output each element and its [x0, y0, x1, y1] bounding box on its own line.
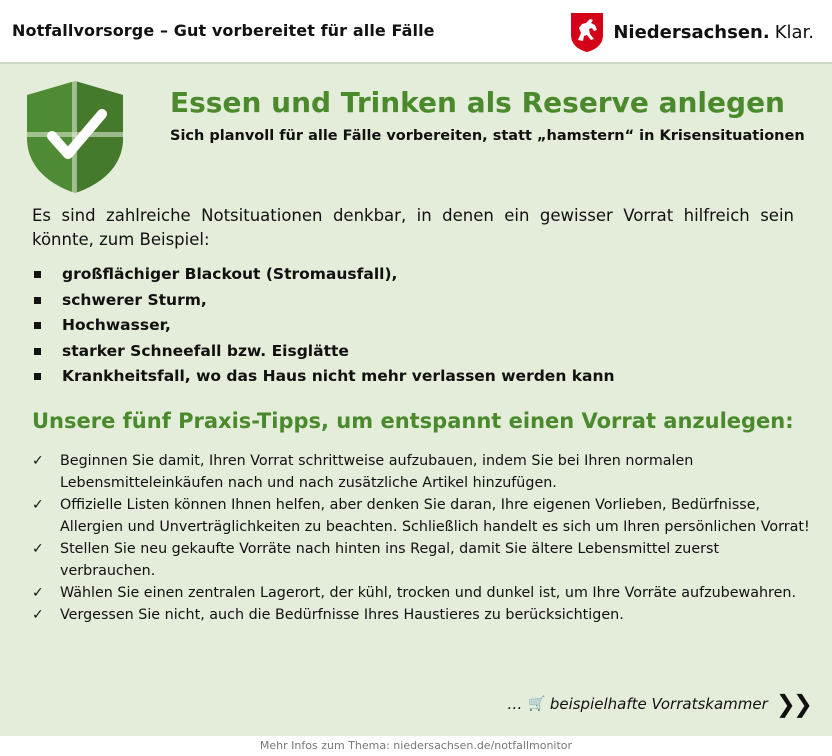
tip-text: Wählen Sie einen zentralen Lagerort, der kühl, trocken und dunkel ist, um Ihre Vorräte aufzubewahren. [60, 585, 797, 601]
page-title: Essen und Trinken als Reserve anlegen [170, 86, 785, 119]
check-icon: ✓ [32, 497, 44, 513]
tips-list [32, 450, 812, 626]
check-icon: ✓ [32, 607, 44, 623]
brand-claim: Klar. [774, 21, 814, 43]
footer-info: Mehr Infos zum Thema: niedersachsen.de/notfallmonitor [0, 737, 832, 756]
check-icon: ✓ [32, 453, 44, 469]
list-item: großflächiger Blackout (Stromausfall), [32, 262, 615, 288]
list-item: starker Schneefall bzw. Eisglätte [32, 339, 615, 365]
emergency-list [32, 262, 615, 390]
tip-item [32, 538, 812, 582]
tip-text: Stellen Sie neu gekaufte Vorräte nach hinten ins Regal, damit Sie ältere Lebensmittel zuerst verbrauchen. [60, 541, 720, 579]
lower-saxony-horse-icon [569, 11, 605, 53]
pantry-link-label: beispielhafte Vorratskammer [549, 695, 768, 713]
tip-text: Beginnen Sie damit, Ihren Vorrat schrittweise aufzubauen, indem Sie bei Ihren normalen Lebensmitteleinkäufen nach und nach zusätzliche Artikel hinzufügen. [60, 453, 694, 491]
double-chevron-right-icon[interactable]: ❯❯ [775, 690, 810, 718]
shield-check-icon [22, 78, 128, 196]
tip-item [32, 582, 812, 604]
tip-text: Offizielle Listen können Ihnen helfen, aber denken Sie daran, Ihre eigenen Vorlieben, Bedürfnisse, Allergien und Unverträglichkeiten zu beachten. Schließlich handelt es sich um Ihren persönlichen Vorrat! [60, 497, 810, 535]
list-item: schwerer Sturm, [32, 288, 615, 314]
check-icon: ✓ [32, 585, 44, 601]
header-title: Notfallvorsorge – Gut vorbereitet für alle Fälle [12, 21, 435, 40]
brand-logo[interactable] [569, 10, 814, 54]
intro-text: Es sind zahlreiche Notsituationen denkbar, in denen ein gewisser Vorrat hilfreich sein könnte, zum Beispiel: [32, 206, 794, 249]
check-icon: ✓ [32, 541, 44, 557]
cart-icon: 🛒 [528, 696, 546, 712]
ellipsis: … [507, 695, 523, 713]
tip-item [32, 604, 812, 626]
tip-text: Vergessen Sie nicht, auch die Bedürfnisse Ihres Haustieres zu berücksichtigen. [60, 607, 624, 623]
pantry-link[interactable] [507, 690, 810, 718]
brand-name: Niedersachsen. [613, 21, 770, 43]
header-bar [0, 0, 832, 65]
tips-heading: Unsere fünf Praxis-Tipps, um entspannt einen Vorrat anzulegen: [32, 409, 794, 433]
page-subtitle: Sich planvoll für alle Fälle vorbereiten, statt „hamstern“ in Krisensituationen [170, 128, 805, 144]
tip-item [32, 494, 812, 538]
tip-item [32, 450, 812, 494]
list-item: Krankheitsfall, wo das Haus nicht mehr verlassen werden kann [32, 364, 615, 390]
list-item: Hochwasser, [32, 313, 615, 339]
